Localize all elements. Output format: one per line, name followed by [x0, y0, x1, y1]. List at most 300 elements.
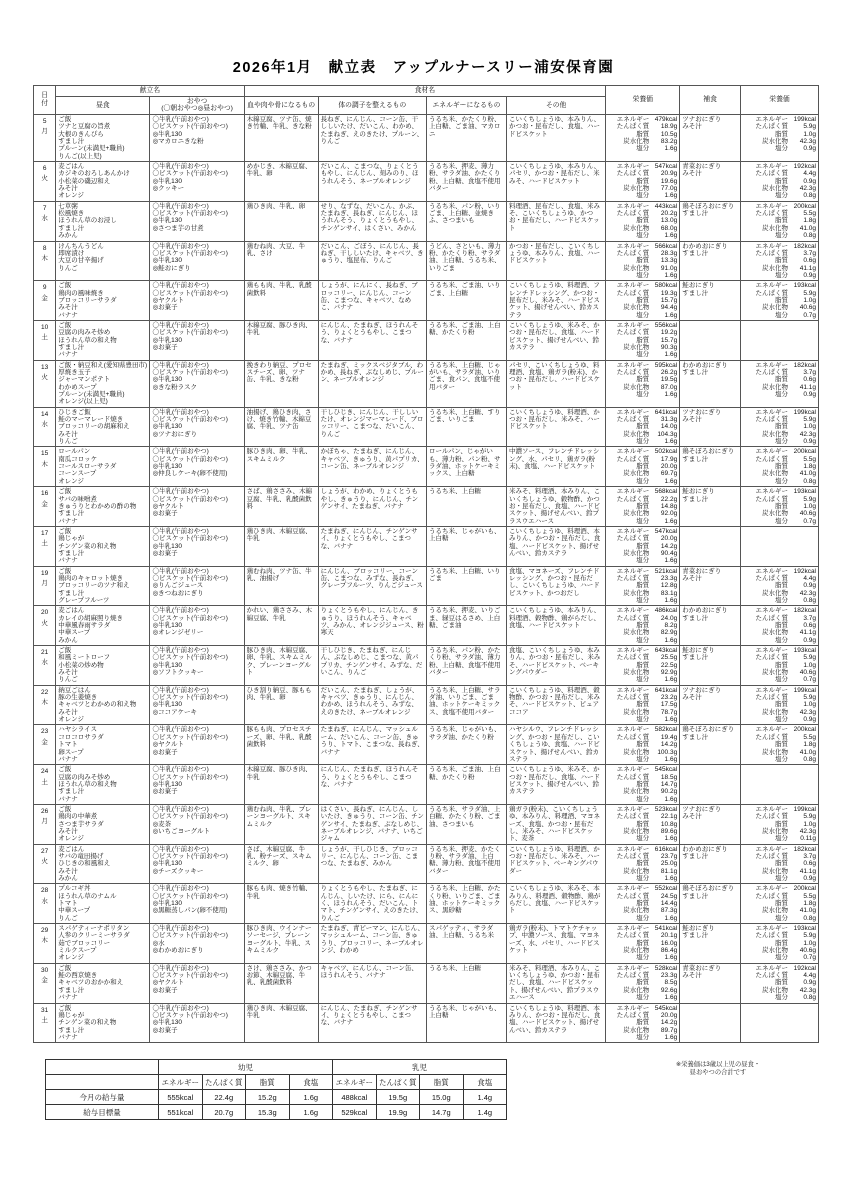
summary-group-youji: 幼児 [159, 1060, 333, 1075]
weekday-label: 土 [41, 778, 48, 786]
cell-snack-menu: 〇牛乳(午前おやつ) 〇ビスケット(午前おやつ) ◎牛乳130 ◎お菓子 [150, 1003, 244, 1043]
cell-nutrition-supplement: エネルギー 193kcal たんぱく質 5.9g 脂質 1.0g 炭水化物 40.6g 塩分 0.7g [740, 487, 818, 527]
header-date [34, 86, 56, 115]
cell-other-ingredients: こいくちしょうゆ、料理酒、かつお・昆布だし、米みそ、ハードビスケット、ベーキングパウダー [507, 844, 606, 884]
cell-protein-ingredients: 豚ひき肉、木綿豆腐、卵、牛乳、スキムミルク、プレーンヨーグルト [244, 646, 318, 686]
summary-value: 1.6g [289, 1105, 333, 1120]
cell-vegetable-ingredients: はくさい、長ねぎ、にんじん、しいたけ、きゅうり、コーン缶、チンゲンサイ、たまねぎ、ぶなしめじ、ネーブルオレンジ、バナナ、いちごジャム [318, 804, 426, 844]
cell-vegetable-ingredients: たまねぎ、にんじん、マッシュルーム、だいこん、コーン缶、きゅうり、トマト、こまつな、長ねぎ、バナナ [318, 725, 426, 765]
weekday-label: 土 [41, 1016, 48, 1024]
cell-vegetable-ingredients: たまねぎ、にんじん、チンゲンサイ、りょくとうもやし、こまつな、バナナ [318, 526, 426, 566]
page-title: 2026年1月 献立表 アップルナースリー浦安保育園 [232, 60, 615, 76]
date-number: 6 [42, 165, 47, 173]
cell-protein-ingredients: さば、鶏ささみ、木綿豆腐、牛乳、乳酸菌飲料 [244, 487, 318, 527]
cell-nutrition-supplement: エネルギー 199kcal たんぱく質 5.9g 脂質 1.0g 炭水化物 42.3g 塩分 0.9g [740, 685, 818, 725]
cell-snack-menu: 〇牛乳(午前おやつ) 〇ビスケット(午前おやつ) ◎牛乳130 ◎お菓子 [150, 765, 244, 805]
cell-snack-menu: 〇牛乳(午前おやつ) 〇ビスケット(午前おやつ) ◎麦茶 ◎いちごヨーグルト [150, 804, 244, 844]
summary-col-salt-youji: 食塩 [289, 1075, 333, 1090]
summary-value: 14.7g [420, 1105, 464, 1120]
cell-other-ingredients: 中濃ソース、フレンチドレッシング、水、パセリ、鶏ガラ(粉末)、食塩、ハードビスケット [507, 447, 606, 487]
cell-nutrition-supplement: エネルギー 200kcal たんぱく質 5.5g 脂質 1.8g 炭水化物 41.0g 塩分 0.8g [740, 447, 818, 487]
summary-table [45, 1059, 507, 1120]
cell-protein-ingredients: 鶏ひき肉、木綿豆腐、牛乳 [244, 526, 318, 566]
cell-lunch-menu: 七草粥 松風焼き ほうれん草のお浸し すまし汁 みかん [56, 201, 150, 241]
cell-other-ingredients: 米みそ、料理酒、本みりん、こいくちしょうゆ、穀物酢、かつお・昆布だし、食塩、ハードビスケット、揚げせんべい、鈴プラスウエハース [507, 487, 606, 527]
cell-other-ingredients: こいくちしょうゆ、料理酒、かつお・昆布だし、米みそ、ハードビスケット [507, 407, 606, 447]
menu-row [34, 765, 819, 805]
cell-nutrition-lunch: エネルギー 643kcal たんぱく質 25.5g 脂質 22.5g 炭水化物 92.9g 塩分 1.6g [606, 646, 680, 686]
cell-nutrition-lunch: エネルギー 566kcal たんぱく質 28.3g 脂質 13.3g 炭水化物 91.0g 塩分 1.6g [606, 241, 680, 281]
summary-value: 15.2g [246, 1090, 290, 1105]
cell-nutrition-lunch: エネルギー 641kcal たんぱく質 31.3g 脂質 14.0g 炭水化物 104.3g 塩分 1.6g [606, 407, 680, 447]
summary-blank-cell2 [46, 1075, 159, 1090]
cell-date [34, 360, 56, 407]
summary-col-energy-nyuji: エネルギー [333, 1075, 377, 1090]
cell-date [34, 725, 56, 765]
cell-protein-ingredients: めかじき、木綿豆腐、牛乳、卵 [244, 162, 318, 202]
cell-snack-menu: 〇牛乳(午前おやつ) 〇ビスケット(午前おやつ) ◎牛乳130 ◎仲良しケーキ(卵不使用) [150, 447, 244, 487]
date-number: 28 [41, 887, 49, 895]
cell-nutrition-lunch: エネルギー 523kcal たんぱく質 22.1g 脂質 10.8g 炭水化物 89.6g 塩分 1.6g [606, 804, 680, 844]
cell-vegetable-ingredients: りょくとうもやし、たまねぎ、にんじん、しいたけ、にら、にんにく、ほうれんそう、だいこん、トマト、チンゲンサイ、えのきたけ、りんご [318, 884, 426, 924]
cell-protein-ingredients: 豚もも肉、焼き竹輪、牛乳 [244, 884, 318, 924]
cell-snack-menu: 〇牛乳(午前おやつ) 〇ビスケット(午前おやつ) ◎牛乳130 ◎ココアケーキ [150, 685, 244, 725]
summary-value: 19.9g [376, 1105, 420, 1120]
cell-lunch-menu: 麦ごはん サバの竜田揚げ ひじきの和風和え みそ汁 みかん [56, 844, 150, 884]
summary-col-fat-nyuji: 脂質 [420, 1075, 464, 1090]
menu-row [34, 804, 819, 844]
cell-date [34, 487, 56, 527]
cell-lunch-menu: 麦ごはん カレイの胡麻照り焼き 中華風春雨サラダ 中華スープ みかん [56, 606, 150, 646]
cell-vegetable-ingredients: にんじん、ブロッコリー、コーン缶、こまつな、みずな、長ねぎ、グレープフルーツ、りんごジュース [318, 566, 426, 606]
summary-col-energy-youji: エネルギー [159, 1075, 203, 1090]
cell-nutrition-lunch: エネルギー 541kcal たんぱく質 20.1g 脂質 16.0g 炭水化物 86.4g 塩分 1.6g [606, 924, 680, 964]
cell-nutrition-supplement: エネルギー 193kcal たんぱく質 5.9g 脂質 1.0g 炭水化物 40.6g 塩分 0.7g [740, 924, 818, 964]
cell-energy-ingredients: うるち米、上白糖、サラダ油、いりごま、ごま油、ホットケーキミックス、食塩不使用バター [426, 685, 506, 725]
menu-row [34, 725, 819, 765]
cell-lunch-menu: ロールパン 南瓜コロッケ コールスローサラダ コーンスープ オレンジ [56, 447, 150, 487]
cell-energy-ingredients: うるち米、じゃがいも、上白糖 [426, 526, 506, 566]
cell-nutrition-lunch: エネルギー 528kcal たんぱく質 23.3g 脂質 8.5g 炭水化物 92.6g 塩分 1.6g [606, 963, 680, 1003]
weekday-label: 金 [41, 500, 48, 508]
cell-supplement: 鮭おにぎり すまし汁 [680, 281, 741, 321]
cell-energy-ingredients: うるち米、サラダ油、上白糖、かたくり粉、ごま油、さつまいも [426, 804, 506, 844]
cell-vegetable-ingredients: だいこん、たまねぎ、しょうが、キャベツ、きゅうり、にんじん、わかめ、ほうれんそう、みずな、えのきたけ、ネーブルオレンジ [318, 685, 426, 725]
cell-protein-ingredients: さけ、鶏ささみ、かつお節、木綿豆腐、牛乳、乳酸菌飲料 [244, 963, 318, 1003]
menu-row [34, 526, 819, 566]
menu-row [34, 447, 819, 487]
date-number: 20 [41, 609, 49, 617]
cell-other-ingredients: こいくちしょうゆ、米みそ、本みりん、料理酒、穀物酢、鶏がらだし、食塩、ハードビスケット [507, 884, 606, 924]
cell-protein-ingredients: 豚ひき肉、ウインナーソーセージ、プレーンヨーグルト、牛乳、スキムミルク [244, 924, 318, 964]
menu-row [34, 685, 819, 725]
cell-lunch-menu: ご飯・納豆和え(愛知県豊田市) 厚焼き玉子 ジャーマンポテト わかめスープ プルーン(未満児+職員) オレンジ(以上児) [56, 360, 150, 407]
cell-nutrition-supplement: エネルギー 182kcal たんぱく質 3.7g 脂質 0.6g 炭水化物 41.1g 塩分 0.9g [740, 844, 818, 884]
cell-supplement [680, 320, 741, 360]
cell-vegetable-ingredients: にんじん、たまねぎ、ほうれんそう、りょくとうもやし、こまつな、バナナ [318, 320, 426, 360]
summary-value: 19.5g [376, 1090, 420, 1105]
weekday-label: 金 [41, 977, 48, 985]
cell-vegetable-ingredients: にんじん、たまねぎ、ほうれんそう、りょくとうもやし、こまつな、バナナ [318, 765, 426, 805]
cell-nutrition-supplement [740, 1003, 818, 1043]
cell-snack-menu: 〇牛乳(午前おやつ) 〇ビスケット(午前おやつ) ◎ヤクルト ◎お菓子 [150, 281, 244, 321]
cell-lunch-menu: ハヤシライス コロコロサラダ トマト 卵スープ バナナ [56, 725, 150, 765]
summary-col-protein-nyuji: たんぱく質 [376, 1075, 420, 1090]
cell-nutrition-lunch: エネルギー 547kcal たんぱく質 20.0g 脂質 14.2g 炭水化物 90.4g 塩分 1.6g [606, 526, 680, 566]
cell-vegetable-ingredients: しょうが、干しひじき、ブロッコリー、にんじん、コーン缶、こまつな、たまねぎ、みかん [318, 844, 426, 884]
cell-lunch-menu: ご飯 ツナと豆腐の旨煮 大根のきんぴら すまし汁 プルーン(未満児+職員) りんご(以上児) [56, 115, 150, 162]
cell-supplement: わかめおにぎり すまし汁 [680, 360, 741, 407]
cell-nutrition-supplement: エネルギー 200kcal たんぱく質 5.5g 脂質 1.8g 炭水化物 41.0g 塩分 0.8g [740, 725, 818, 765]
cell-other-ingredients: こいくちしょうゆ、料理酒、本みりん、かつお・昆布だし、食塩、ハードビスケット、揚げせんべい、鈴カステラ [507, 1003, 606, 1043]
cell-energy-ingredients: うるち米、上白糖、すりごま、いりごま [426, 407, 506, 447]
cell-protein-ingredients: 豚もも肉、プロセスチーズ、卵、牛乳、乳酸菌飲料 [244, 725, 318, 765]
cell-snack-menu: 〇牛乳(午前おやつ) 〇ビスケット(午前おやつ) ◎牛乳130 ◎オレンジゼリー [150, 606, 244, 646]
weekday-label: 木 [41, 254, 48, 262]
header-supplement: 補食 [680, 86, 741, 115]
cell-other-ingredients: こいくちしょうゆ、米みそ、かつお・昆布だし、食塩、ハードビスケット、揚げせんべい、鈴カステラ [507, 765, 606, 805]
bottom-section [45, 1059, 847, 1120]
cell-nutrition-lunch: エネルギー 443kcal たんぱく質 20.2g 脂質 13.0g 炭水化物 68.0g 塩分 1.6g [606, 201, 680, 241]
cell-nutrition-supplement [740, 765, 818, 805]
cell-snack-menu: 〇牛乳(午前おやつ) 〇ビスケット(午前おやつ) ◎牛乳130 ◎黒糖蒸しパン(卵不使用) [150, 884, 244, 924]
header-snack [150, 96, 244, 114]
footnote-line1: ※栄養価は3歳以上児の昼食・ [675, 1061, 761, 1069]
cell-date [34, 606, 56, 646]
summary-row-target [46, 1105, 507, 1120]
cell-snack-menu: 〇牛乳(午前おやつ) 〇ビスケット(午前おやつ) ◎牛乳130 ◎チーズクッキー [150, 844, 244, 884]
menu-table-body [34, 115, 819, 1043]
cell-lunch-menu: ご飯 鶏肉の中華煮 さつま芋サラダ みそ汁 オレンジ [56, 804, 150, 844]
weekday-label: 金 [41, 738, 48, 746]
cell-snack-menu: 〇牛乳(午前おやつ) 〇ビスケット(午前おやつ) ◎牛乳130 ◎ソフトクッキー [150, 646, 244, 686]
cell-nutrition-lunch: エネルギー 479kcal たんぱく質 18.9g 脂質 10.5g 炭水化物 83.2g 塩分 1.6g [606, 115, 680, 162]
cell-nutrition-supplement: エネルギー 182kcal たんぱく質 3.7g 脂質 0.6g 炭水化物 41.1g 塩分 0.9g [740, 241, 818, 281]
cell-date [34, 115, 56, 162]
cell-supplement [680, 765, 741, 805]
menu-row [34, 162, 819, 202]
cell-snack-menu: 〇牛乳(午前おやつ) 〇ビスケット(午前おやつ) ◎牛乳130 ◎さつま芋の甘煮 [150, 201, 244, 241]
cell-lunch-menu: ひじきご飯 鮭のマーマレード焼き ブロッコリーの胡麻和え みそ汁 りんご [56, 407, 150, 447]
cell-lunch-menu: ご飯 豆腐の肉みそ炒め ほうれん草の和え物 すまし汁 バナナ [56, 765, 150, 805]
cell-other-ingredients: パセリ、こいくちしょうゆ、料理酒、食塩、鶏ガラ(粉末)、かつお・昆布だし、ハードビスケット [507, 360, 606, 407]
summary-value: 555kcal [159, 1090, 203, 1105]
cell-supplement: 鮭おにぎり すまし汁 [680, 924, 741, 964]
weekday-label: 月 [41, 579, 48, 587]
cell-supplement: 青菜おにぎり みそ汁 [680, 963, 741, 1003]
cell-date [34, 241, 56, 281]
cell-nutrition-lunch: エネルギー 552kcal たんぱく質 24.5g 脂質 14.4g 炭水化物 87.3g 塩分 1.6g [606, 884, 680, 924]
cell-vegetable-ingredients: 干しひじき、たまねぎ、にんじん、ぶなしめじ、こまつな、黄パプリカ、チンゲンサイ、みずな、だいこん、りんご [318, 646, 426, 686]
cell-vegetable-ingredients: しょうが、わかめ、りょくとうもやし、きゅうり、にんじん、チンゲンサイ、たまねぎ、バナナ [318, 487, 426, 527]
cell-supplement: わかめおにぎり すまし汁 [680, 241, 741, 281]
cell-vegetable-ingredients: たまねぎ、ミックスベジタブル、わかめ、長ねぎ、ぶなしめじ、プルーン、ネーブルオレンジ [318, 360, 426, 407]
cell-vegetable-ingredients: 長ねぎ、にんじん、コーン缶、干ししいたけ、だいこん、わかめ、たまねぎ、えのきたけ、プルーン、りんご [318, 115, 426, 162]
cell-nutrition-supplement: エネルギー 200kcal たんぱく質 5.5g 脂質 1.8g 炭水化物 41.0g 塩分 0.8g [740, 201, 818, 241]
cell-nutrition-lunch: エネルギー 616kcal たんぱく質 23.7g 脂質 25.0g 炭水化物 81.1g 塩分 1.6g [606, 844, 680, 884]
cell-snack-menu: 〇牛乳(午前おやつ) 〇ビスケット(午前おやつ) ◎牛乳130 ◎ツナおにぎり [150, 407, 244, 447]
cell-vegetable-ingredients: 干しひじき、にんじん、干ししいたけ、オレンジマーマレード、ブロッコリー、こまつな、だいこん、りんご [318, 407, 426, 447]
cell-protein-ingredients: 鶏ひき肉、牛乳、卵 [244, 201, 318, 241]
cell-snack-menu: 〇牛乳(午前おやつ) 〇ビスケット(午前おやつ) ◎牛乳130 ◎マカロニきな粉 [150, 115, 244, 162]
summary-value: 1.4g [463, 1105, 507, 1120]
cell-energy-ingredients: うるち米、じゃがいも、上白糖 [426, 1003, 506, 1043]
cell-vegetable-ingredients: キャベツ、にんじん、コーン缶、ほうれんそう、バナナ [318, 963, 426, 1003]
weekday-label: 火 [41, 374, 48, 382]
summary-blank-cell [46, 1060, 159, 1075]
cell-snack-menu: 〇牛乳(午前おやつ) 〇ビスケット(午前おやつ) ◎牛乳130 ◎お菓子 [150, 320, 244, 360]
cell-supplement [680, 1003, 741, 1043]
menu-row [34, 566, 819, 606]
cell-supplement: わかめおにぎり すまし汁 [680, 844, 741, 884]
cell-lunch-menu: ご飯 鶏肉のキャロット焼き ブロッコリーのツナ和え すまし汁 グレープフルーツ [56, 566, 150, 606]
cell-nutrition-lunch: エネルギー 486kcal たんぱく質 24.0g 脂質 8.2g 炭水化物 82.9g 塩分 1.6g [606, 606, 680, 646]
summary-value: 488kcal [333, 1090, 377, 1105]
header-nutrition: 栄養価 [606, 86, 680, 115]
cell-energy-ingredients: うるち米、上白糖、かたくり粉、いりごま、ごま油、ホットケーキミックス、黒砂糖 [426, 884, 506, 924]
cell-vegetable-ingredients: だいこん、こまつな、りょくとうもやし、にんじん、刻みのり、ほうれんそう、ネーブルオレンジ [318, 162, 426, 202]
cell-date [34, 566, 56, 606]
cell-energy-ingredients: うるち米、上白糖 [426, 487, 506, 527]
cell-supplement: 鶏そぼろおにぎり すまし汁 [680, 725, 741, 765]
cell-nutrition-lunch: エネルギー 641kcal たんぱく質 23.2g 脂質 17.5g 炭水化物 78.7g 塩分 1.6g [606, 685, 680, 725]
cell-supplement: 鮭おにぎり すまし汁 [680, 487, 741, 527]
summary-value: 551kcal [159, 1105, 203, 1120]
cell-nutrition-supplement: エネルギー 193kcal たんぱく質 5.9g 脂質 1.0g 炭水化物 40.6g 塩分 0.7g [740, 281, 818, 321]
cell-lunch-menu: ご飯 鶏じゃが チンゲン菜の和え物 すまし汁 バナナ [56, 1003, 150, 1043]
cell-nutrition-supplement: エネルギー 192kcal たんぱく質 4.4g 脂質 0.9g 炭水化物 42.3g 塩分 0.8g [740, 162, 818, 202]
cell-lunch-menu: けんちんうどん 即席漬け 大豆の甘辛揚げ りんご [56, 241, 150, 281]
cell-date [34, 526, 56, 566]
cell-nutrition-supplement: エネルギー 182kcal たんぱく質 3.7g 脂質 0.6g 炭水化物 41.1g 塩分 0.9g [740, 360, 818, 407]
date-number: 15 [41, 450, 49, 458]
cell-snack-menu: 〇牛乳(午前おやつ) 〇ビスケット(午前おやつ) ◎牛乳130 ◎きな粉ラスク [150, 360, 244, 407]
date-number: 19 [41, 569, 49, 577]
menu-row [34, 1003, 819, 1043]
weekday-label: 土 [41, 540, 48, 548]
weekday-label: 火 [41, 619, 48, 627]
cell-other-ingredients: こいくちしょうゆ、本みりん、料理酒、穀物酢、鶏がらだし、食塩、ハードビスケット [507, 606, 606, 646]
cell-date [34, 407, 56, 447]
cell-nutrition-lunch: エネルギー 580kcal たんぱく質 19.3g 脂質 15.7g 炭水化物 94.4g 塩分 1.6g [606, 281, 680, 321]
cell-protein-ingredients: 鶏ひき肉、木綿豆腐、牛乳 [244, 1003, 318, 1043]
cell-protein-ingredients: 鶏むね肉、ツナ缶、牛乳、油揚げ [244, 566, 318, 606]
summary-value: 15.3g [246, 1105, 290, 1120]
cell-protein-ingredients: 鶏むね肉、牛乳、プレーンヨーグルト、スキムミルク [244, 804, 318, 844]
cell-snack-menu: 〇牛乳(午前おやつ) 〇ビスケット(午前おやつ) ◎ヤクルト ◎お菓子 [150, 725, 244, 765]
weekday-label: 金 [41, 294, 48, 302]
cell-supplement: ツナおにぎり みそ汁 [680, 115, 741, 162]
cell-energy-ingredients: うるち米、ごま油、上白糖、かたくり粉 [426, 765, 506, 805]
cell-supplement: 鶏そぼろおにぎり すまし汁 [680, 201, 741, 241]
cell-vegetable-ingredients: りょくとうもやし、にんじん、きゅうり、ほうれんそう、キャベツ、みかん、オレンジジュース、粉寒天 [318, 606, 426, 646]
cell-nutrition-supplement: エネルギー 182kcal たんぱく質 3.7g 脂質 0.6g 炭水化物 41.1g 塩分 0.9g [740, 606, 818, 646]
header-energy: エネルギーになるもの [426, 96, 506, 114]
cell-supplement: 鶏そぼろおにぎり すまし汁 [680, 447, 741, 487]
cell-other-ingredients: こいくちしょうゆ、料理酒、本みりん、かつお・昆布だし、食塩、ハードビスケット、揚げせんべい、鈴カステラ [507, 526, 606, 566]
cell-energy-ingredients: うどん、さといも、薄力粉、かたくり粉、サラダ油、上白糖、うるち米、いりごま [426, 241, 506, 281]
cell-supplement: ツナおにぎり みそ汁 [680, 685, 741, 725]
cell-energy-ingredients: うるち米、パン粉、いりごま、上白糖、並焼きふ、さつまいも [426, 201, 506, 241]
cell-lunch-menu: ご飯 鶏肉の風味焼き ブロッコリーサラダ みそ汁 バナナ [56, 281, 150, 321]
summary-group-nyuji: 乳児 [333, 1060, 507, 1075]
header-vegetables: 体の調子を整えるもの [318, 96, 426, 114]
weekday-label: 月 [41, 128, 48, 136]
cell-energy-ingredients: うるち米、上白糖、いりごま [426, 566, 506, 606]
date-number: 26 [41, 807, 49, 815]
cell-nutrition-lunch: エネルギー 502kcal たんぱく質 17.9g 脂質 20.0g 炭水化物 69.7g 塩分 1.6g [606, 447, 680, 487]
footnote-line2: 昼おやつの合計です [689, 1069, 747, 1077]
date-number: 9 [42, 284, 47, 292]
cell-other-ingredients: 米みそ、料理酒、本みりん、こいくちしょうゆ、かつお・昆布だし、食塩、ハードビスケット、揚げせんべい、鈴プラスウエハース [507, 963, 606, 1003]
date-number: 5 [42, 118, 47, 126]
menu-row [34, 360, 819, 407]
cell-energy-ingredients: うるち米、じゃがいも、サラダ油、かたくり粉 [426, 725, 506, 765]
cell-vegetable-ingredients: しょうが、にんにく、長ねぎ、ブロッコリー、にんじん、コーン缶、こまつな、キャベツ、なめこ、バナナ [318, 281, 426, 321]
weekday-label: 水 [41, 897, 48, 905]
cell-lunch-menu: ご飯 豆腐の肉みそ炒め ほうれん草の和え物 すまし汁 バナナ [56, 320, 150, 360]
weekday-label: 水 [41, 421, 48, 429]
cell-lunch-menu: ご飯 和風ミートローフ 小松菜の炒め物 みそ汁 りんご [56, 646, 150, 686]
header-nutrition2: 栄養価 [740, 86, 818, 115]
cell-snack-menu: 〇牛乳(午前おやつ) 〇ビスケット(午前おやつ) ◎ヤクルト ◎お菓子 [150, 487, 244, 527]
menu-row [34, 606, 819, 646]
cell-protein-ingredients: 鶏もも肉、牛乳、乳酸菌飲料 [244, 281, 318, 321]
cell-date [34, 844, 56, 884]
cell-energy-ingredients: うるち米、パン粉、かたくり粉、サラダ油、薄力粉、上白糖、食塩不使用バター [426, 646, 506, 686]
cell-energy-ingredients: うるち米、ごま油、いりごま、上白糖 [426, 281, 506, 321]
date-number: 24 [41, 768, 49, 776]
cell-protein-ingredients: 木綿豆腐、ツナ缶、焼き竹輪、牛乳、きな粉 [244, 115, 318, 162]
cell-nutrition-supplement: エネルギー 193kcal たんぱく質 5.9g 脂質 1.0g 炭水化物 40.6g 塩分 0.7g [740, 646, 818, 686]
cell-nutrition-lunch: エネルギー 556kcal たんぱく質 19.2g 脂質 15.7g 炭水化物 90.3g 塩分 1.6g [606, 320, 680, 360]
cell-nutrition-lunch: エネルギー 568kcal たんぱく質 22.2g 脂質 14.8g 炭水化物 92.0g 塩分 1.6g [606, 487, 680, 527]
header-date-line2: 付 [41, 100, 49, 107]
cell-other-ingredients: こいくちしょうゆ、本みりん、かつお・昆布だし、食塩、ハードビスケット [507, 115, 606, 162]
menu-row [34, 115, 819, 162]
summary-value: 22.4g [202, 1090, 246, 1105]
cell-lunch-menu: 麦ごはん カジキのおろしあんかけ 小松菜の磯辺和え みそ汁 オレンジ [56, 162, 150, 202]
cell-protein-ingredients: さば、木綿豆腐、牛乳、粉チーズ、スキムミルク、卵 [244, 844, 318, 884]
cell-other-ingredients: 食塩、こいくちしょうゆ、本みりん、かつお・昆布だし、米みそ、ハードビスケット、ベーキングパウダー [507, 646, 606, 686]
cell-snack-menu: 〇牛乳(午前おやつ) 〇ビスケット(午前おやつ) ◎りんごジュース ◎きつねおにぎり [150, 566, 244, 606]
date-number: 16 [41, 490, 49, 498]
cell-nutrition-lunch: エネルギー 547kcal たんぱく質 20.9g 脂質 19.6g 炭水化物 77.0g 塩分 1.6g [606, 162, 680, 202]
cell-date [34, 804, 56, 844]
cell-protein-ingredients: 木綿豆腐、豚ひき肉、牛乳 [244, 765, 318, 805]
summary-row-label: 今月の給与量 [46, 1090, 159, 1105]
cell-lunch-menu: プルコギ丼 ほうれん草のナムル トマト 中華スープ りんご [56, 884, 150, 924]
cell-date [34, 924, 56, 964]
cell-supplement: 青菜おにぎり みそ汁 [680, 566, 741, 606]
cell-energy-ingredients: うるち米、かたくり粉、上白糖、ごま油、マカロニ [426, 115, 506, 162]
cell-vegetable-ingredients: だいこん、ごぼう、にんじん、長ねぎ、干ししいたけ、キャベツ、きゅうり、塩昆布、りんご [318, 241, 426, 281]
cell-energy-ingredients: スパゲッティ、サラダ油、上白糖、うるち米 [426, 924, 506, 964]
cell-snack-menu: 〇牛乳(午前おやつ) 〇ビスケット(午前おやつ) ◎牛乳130 ◎鮭おにぎり [150, 241, 244, 281]
cell-vegetable-ingredients: たまねぎ、青ピーマン、にんじん、マッシュルーム、コーン缶、きゅうり、ブロッコリー、ネーブルオレンジ、わかめ [318, 924, 426, 964]
date-number: 30 [41, 966, 49, 974]
cell-date [34, 320, 56, 360]
cell-lunch-menu: ご飯 サバの味噌煮 きゅうりとわかめの酢の物 すまし汁 バナナ [56, 487, 150, 527]
header-snack-line1: おやつ [186, 97, 208, 105]
header-ingredients-group: 食材名 [244, 86, 606, 97]
cell-other-ingredients: かつお・昆布だし、こいくちしょうゆ、本みりん、食塩、ハードビスケット [507, 241, 606, 281]
weekday-label: 月 [41, 818, 48, 826]
cell-energy-ingredients: うるち米、上白糖、じゃがいも、サラダ油、いりごま、食パン、食塩不使用バター [426, 360, 506, 407]
cell-snack-menu: 〇牛乳(午前おやつ) 〇ビスケット(午前おやつ) ◎牛乳130 ◎お菓子 [150, 526, 244, 566]
cell-other-ingredients: こいくちしょうゆ、本みりん、パセリ、かつお・昆布だし、米みそ、ハードビスケット [507, 162, 606, 202]
cell-other-ingredients: 食塩、マヨネーズ、フレンチドレッシング、かつお・昆布だし、こいくちしょうゆ、ハードビスケット、かつおだし [507, 566, 606, 606]
cell-nutrition-supplement [740, 526, 818, 566]
nutrition-footnote [623, 1061, 813, 1077]
cell-other-ingredients: 鶏ガラ(粉末)、こいくちしょうゆ、本みりん、料理酒、マヨネーズ、食塩、かつお・昆布だし、米みそ、ハードビスケット、麦茶 [507, 804, 606, 844]
cell-nutrition-supplement: エネルギー 199kcal たんぱく質 5.9g 脂質 1.0g 炭水化物 42.3g 塩分 0.9g [740, 115, 818, 162]
date-number: 13 [41, 363, 49, 371]
cell-snack-menu: 〇牛乳(午前おやつ) 〇ビスケット(午前おやつ) ◎ヤクルト ◎お菓子 [150, 963, 244, 1003]
header-other: その他 [507, 96, 606, 114]
cell-other-ingredients: 鶏ガラ(粉末)、トマトケチャップ、中濃ソース、食塩、マヨネーズ、水、パセリ、ハードビスケット [507, 924, 606, 964]
cell-nutrition-lunch: エネルギー 545kcal たんぱく質 20.0g 脂質 14.2g 炭水化物 89.7g 塩分 1.6g [606, 1003, 680, 1043]
date-number: 22 [41, 688, 49, 696]
weekday-label: 火 [41, 175, 48, 183]
menu-row [34, 844, 819, 884]
cell-date [34, 447, 56, 487]
cell-date [34, 963, 56, 1003]
cell-date [34, 685, 56, 725]
menu-row [34, 320, 819, 360]
cell-nutrition-supplement [740, 320, 818, 360]
cell-snack-menu: 〇牛乳(午前おやつ) 〇ビスケット(午前おやつ) ◎水 ◎わかめおにぎり [150, 924, 244, 964]
cell-snack-menu: 〇牛乳(午前おやつ) 〇ビスケット(午前おやつ) ◎牛乳130 ◎クッキー [150, 162, 244, 202]
cell-other-ingredients: ハヤシルウ、フレンチドレッシング、かつお・昆布だし、こいくちしょうゆ、食塩、ハードビスケット、揚げせんべい、鈴カステラ [507, 725, 606, 765]
menu-row [34, 201, 819, 241]
weekday-label: 土 [41, 334, 48, 342]
cell-protein-ingredients: ひき割り納豆、豚もも肉、牛乳、卵 [244, 685, 318, 725]
date-number: 10 [41, 323, 49, 331]
weekday-label: 木 [41, 937, 48, 945]
cell-nutrition-lunch: エネルギー 582kcal たんぱく質 19.4g 脂質 14.2g 炭水化物 100.3g 塩分 1.6g [606, 725, 680, 765]
date-number: 29 [41, 927, 49, 935]
weekday-label: 木 [41, 699, 48, 707]
cell-nutrition-lunch: エネルギー 595kcal たんぱく質 26.2g 脂質 19.5g 炭水化物 87.0g 塩分 1.6g [606, 360, 680, 407]
cell-protein-ingredients: 挽きわり納豆、プロセスチーズ、卵、ツナ缶、牛乳、きな粉 [244, 360, 318, 407]
menu-table-header [34, 86, 819, 115]
summary-row-actual [46, 1090, 507, 1105]
cell-protein-ingredients: かれい、鶏ささみ、木綿豆腐、牛乳 [244, 606, 318, 646]
cell-other-ingredients: こいくちしょうゆ、米みそ、かつお・昆布だし、食塩、ハードビスケット、揚げせんべい、鈴カステラ [507, 320, 606, 360]
cell-other-ingredients: 料理酒、昆布だし、食塩、米みそ、こいくちしょうゆ、かつお・昆布だし、ハードビスケット [507, 201, 606, 241]
cell-date [34, 884, 56, 924]
weekday-label: 火 [41, 857, 48, 865]
header-protein: 血や肉や骨になるもの [244, 96, 318, 114]
weekday-label: 水 [41, 215, 48, 223]
cell-date [34, 765, 56, 805]
date-number: 27 [41, 847, 49, 855]
cell-lunch-menu: 納豆ごはん 豚の生姜焼き キャベツとわかめの和え物 みそ汁 オレンジ [56, 685, 150, 725]
menu-row [34, 646, 819, 686]
cell-nutrition-supplement: エネルギー 192kcal たんぱく質 4.4g 脂質 0.9g 炭水化物 42.3g 塩分 0.8g [740, 963, 818, 1003]
date-number: 14 [41, 410, 49, 418]
menu-row [34, 241, 819, 281]
cell-nutrition-supplement: エネルギー 192kcal たんぱく質 4.4g 脂質 0.9g 炭水化物 42.3g 塩分 0.8g [740, 566, 818, 606]
cell-nutrition-supplement: エネルギー 199kcal たんぱく質 5.9g 脂質 1.0g 炭水化物 42.3g 塩分 0.9g [740, 407, 818, 447]
cell-other-ingredients: こいくちしょうゆ、料理酒、フレンチドレッシング、かつお・昆布だし、米みそ、ハードビスケット、揚げせんべい、鈴カステラ [507, 281, 606, 321]
summary-col-protein-youji: たんぱく質 [202, 1075, 246, 1090]
cell-lunch-menu: スパゲティーナポリタン 人参のクリーミーサラダ 茹でブロッコリー ミルクスープ オレンジ [56, 924, 150, 964]
weekday-label: 木 [41, 460, 48, 468]
menu-row [34, 487, 819, 527]
menu-table [33, 85, 819, 1043]
